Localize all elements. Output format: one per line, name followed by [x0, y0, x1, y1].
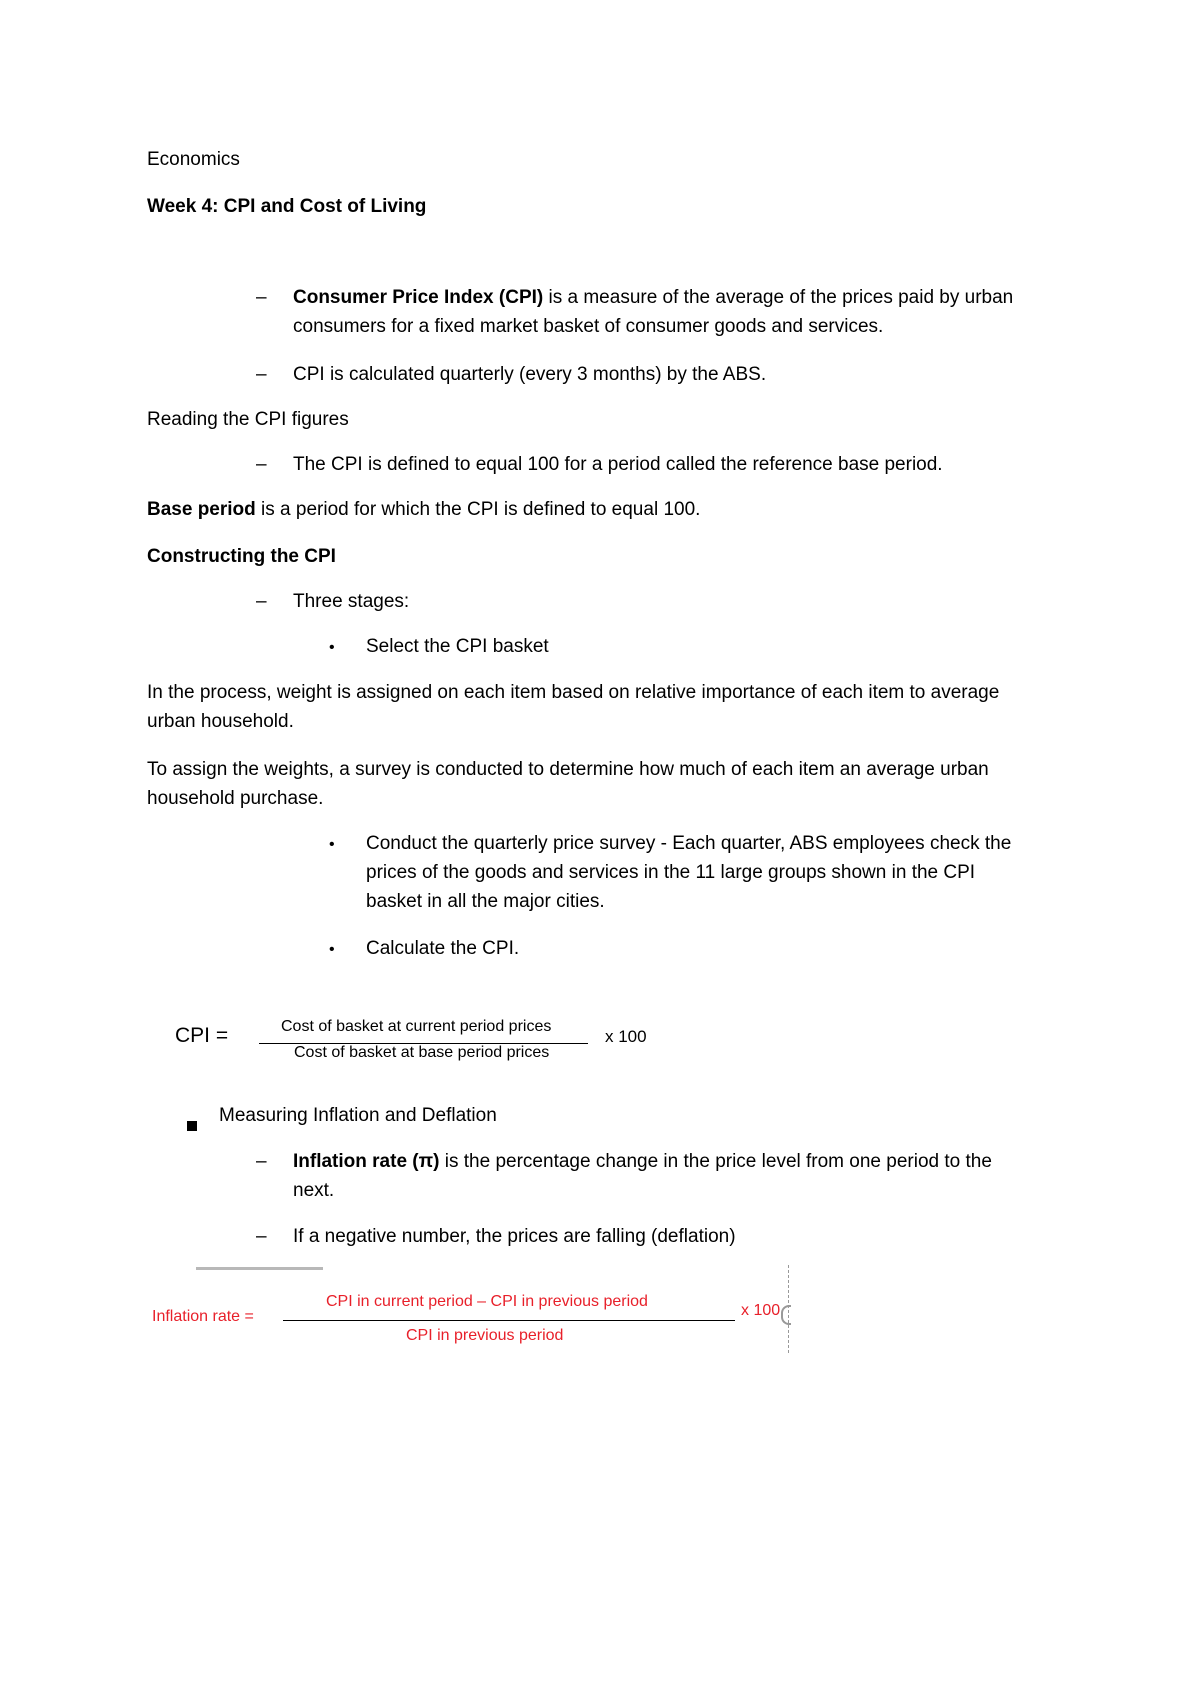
inflation-definition-line-2: next.	[293, 1180, 335, 1201]
dash-bullet: –	[256, 1226, 267, 1247]
dash-bullet: –	[256, 454, 267, 475]
subject-title: Economics	[147, 149, 240, 170]
cpi-term: Consumer Price Index (CPI)	[293, 287, 544, 308]
inflation-formula-numerator: CPI in current period – CPI in previous period	[326, 1293, 648, 1310]
cpi-definition-line-2: consumers for a fixed market basket of consumer goods and services.	[293, 316, 884, 337]
dash-bullet: –	[256, 287, 267, 308]
cpi-definition-line-1	[293, 283, 1013, 312]
inflation-formula-lhs: Inflation rate =	[152, 1308, 254, 1325]
dot-bullet: •	[329, 639, 335, 656]
inflation-definition-line-1	[293, 1147, 992, 1176]
base-period-text: is a period for which the CPI is defined to equal 100.	[255, 499, 701, 520]
inflation-heading: Measuring Inflation and Deflation	[219, 1105, 497, 1126]
stage-2-line-2: prices of the goods and services in the 11 large groups shown in the CPI	[366, 862, 976, 883]
stage-3-text: Calculate the CPI.	[366, 938, 520, 959]
cpi-formula-lhs: CPI =	[175, 1024, 229, 1047]
dash-bullet: –	[256, 591, 267, 612]
weight-paragraph-line-2: urban household.	[147, 711, 294, 732]
cpi-formula-numerator: Cost of basket at current period prices	[281, 1018, 552, 1035]
stage-2-line-3: basket in all the major cities.	[366, 891, 605, 912]
cpi-formula-denominator: Cost of basket at base period prices	[294, 1044, 550, 1061]
week-title: Week 4: CPI and Cost of Living	[147, 196, 427, 217]
inflation-formula-multiplier: x 100	[741, 1302, 781, 1319]
square-bullet	[187, 1112, 197, 1141]
cpi-definition-text: is a measure of the average of the prices paid by urban	[543, 287, 1014, 308]
dash-bullet: –	[256, 1151, 267, 1172]
three-stages-text: Three stages:	[293, 591, 410, 612]
inflation-formula-fraction-bar	[283, 1320, 735, 1321]
dot-bullet: •	[329, 836, 335, 853]
cpi-formula-multiplier: x 100	[605, 1027, 647, 1046]
survey-paragraph-line-2: household purchase.	[147, 788, 324, 809]
survey-paragraph-line-1: To assign the weights, a survey is conducted to determine how much of each item an average urban	[147, 759, 989, 780]
inflation-term: Inflation rate (π)	[293, 1151, 440, 1172]
inflation-definition-text: is the percentage change in the price level from one period to the	[439, 1151, 992, 1172]
weight-paragraph-line-1: In the process, weight is assigned on each item based on relative importance of each item to average	[147, 682, 1000, 703]
crop-mark	[196, 1267, 323, 1270]
base-period-line	[147, 495, 700, 524]
inflation-formula-denominator: CPI in previous period	[406, 1327, 564, 1344]
base-period-term: Base period	[147, 499, 256, 520]
constructing-heading: Constructing the CPI	[147, 546, 336, 567]
stage-2-line-1: Conduct the quarterly price survey - Each quarter, ABS employees check the	[366, 833, 1012, 854]
dash-bullet: –	[256, 364, 267, 385]
cpi-quarterly-text: CPI is calculated quarterly (every 3 months) by the ABS.	[293, 364, 767, 385]
dot-bullet: •	[329, 941, 335, 958]
crop-edge-bracket	[781, 1305, 791, 1325]
negative-note: If a negative number, the prices are falling (deflation)	[293, 1226, 736, 1247]
stage-1-text: Select the CPI basket	[366, 636, 549, 657]
reading-bullet-text: The CPI is defined to equal 100 for a period called the reference base period.	[293, 454, 943, 475]
reading-heading: Reading the CPI figures	[147, 409, 349, 430]
